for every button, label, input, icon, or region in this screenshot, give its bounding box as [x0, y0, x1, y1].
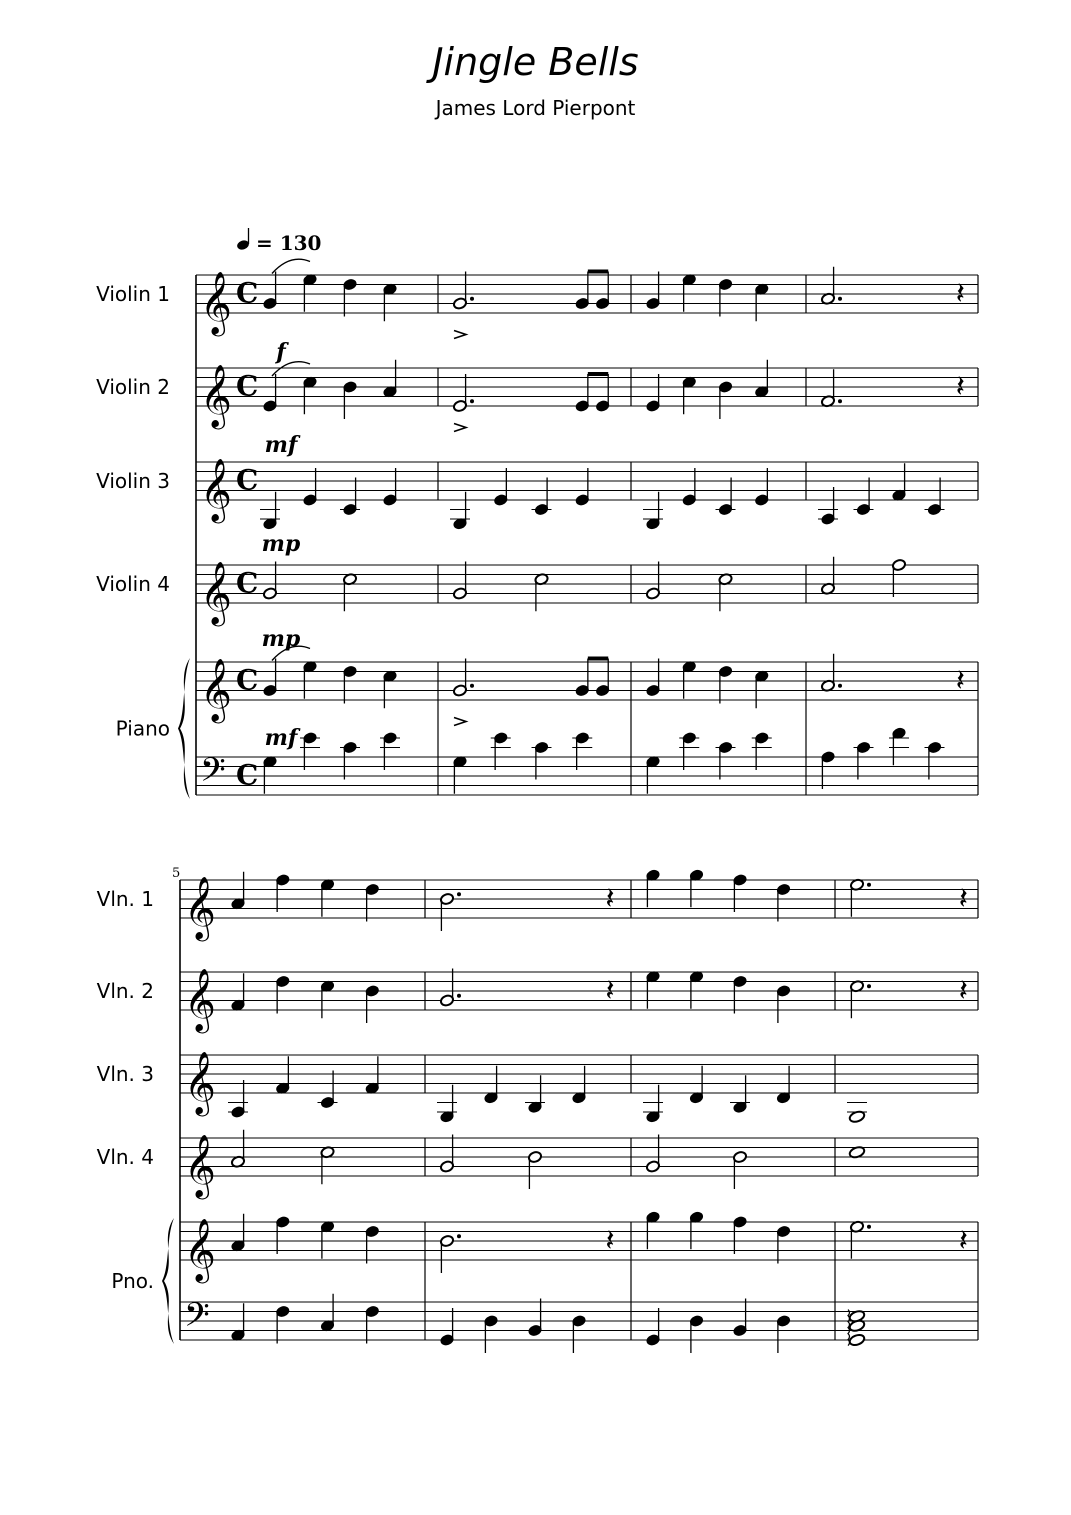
dot: [867, 984, 871, 988]
time-signature: C: [236, 663, 259, 697]
dot: [838, 684, 842, 688]
quarter-rest-icon: 𝄽: [958, 1223, 968, 1259]
quarter-rest-icon: 𝄽: [958, 881, 968, 917]
time-signature: C: [236, 463, 259, 497]
piano-brace: [178, 658, 190, 799]
treble-clef-icon: 𝄞: [184, 1218, 216, 1281]
time-signature: C: [236, 758, 259, 792]
notehead: [848, 1333, 865, 1347]
quarter-rest-icon: 𝄽: [958, 973, 968, 1009]
tempo-marking: = 130: [256, 231, 322, 255]
quarter-rest-icon: 𝄽: [605, 881, 615, 917]
bass-clef-icon: 𝄢: [184, 1296, 210, 1343]
score-title: Jingle Bells: [432, 40, 639, 84]
instrument-label: Vln. 3: [96, 1062, 154, 1086]
accent-mark: [454, 718, 466, 726]
dot: [867, 883, 871, 887]
instrument-label: Violin 2: [96, 375, 170, 399]
dynamic-marking: mf: [264, 432, 298, 458]
measure-number: 5: [172, 866, 181, 881]
dynamic-marking: mf: [264, 725, 298, 751]
quarter-rest-icon: 𝄽: [955, 663, 965, 699]
instrument-label: Violin 4: [96, 572, 170, 596]
treble-clef-icon: 𝄞: [200, 658, 232, 721]
instrument-label: Violin 3: [96, 469, 170, 493]
accent-mark: [454, 424, 466, 432]
dynamic-marking: f: [276, 339, 286, 365]
accent-mark: [454, 331, 466, 339]
quarter-rest-icon: 𝄽: [955, 276, 965, 312]
treble-clef-icon: 𝄞: [200, 561, 232, 624]
slur: [272, 259, 310, 273]
dot: [470, 297, 474, 301]
instrument-label: Piano: [115, 716, 170, 741]
dot: [457, 1234, 461, 1238]
dot: [457, 994, 461, 998]
composer-name: James Lord Pierpont: [435, 96, 636, 120]
dot: [470, 684, 474, 688]
instrument-label: Violin 1: [96, 282, 170, 306]
dynamic-marking: mp: [261, 531, 301, 557]
dot: [457, 892, 461, 896]
quarter-rest-icon: 𝄽: [605, 973, 615, 1009]
dot: [470, 399, 474, 403]
quarter-rest-icon: 𝄽: [605, 1223, 615, 1259]
instrument-label: Vln. 1: [96, 887, 154, 911]
quarter-rest-icon: 𝄽: [955, 369, 965, 405]
treble-clef-icon: 𝄞: [184, 876, 216, 939]
treble-clef-icon: 𝄞: [184, 1134, 216, 1197]
instrument-label: Pno.: [111, 1269, 154, 1293]
time-signature: C: [236, 276, 259, 310]
piano-brace: [162, 1218, 174, 1344]
treble-clef-icon: 𝄞: [184, 968, 216, 1031]
instrument-label: Vln. 2: [96, 979, 154, 1003]
time-signature: C: [236, 369, 259, 403]
bass-clef-icon: 𝄢: [200, 751, 226, 798]
dot: [838, 297, 842, 301]
time-signature: C: [236, 566, 259, 600]
treble-clef-icon: 𝄞: [200, 271, 232, 334]
dot: [838, 399, 842, 403]
treble-clef-icon: 𝄞: [200, 458, 232, 521]
dot: [867, 1225, 871, 1229]
treble-clef-icon: 𝄞: [200, 364, 232, 427]
treble-clef-icon: 𝄞: [184, 1051, 216, 1114]
dynamic-marking: mp: [261, 626, 301, 652]
instrument-label: Vln. 4: [96, 1145, 154, 1169]
